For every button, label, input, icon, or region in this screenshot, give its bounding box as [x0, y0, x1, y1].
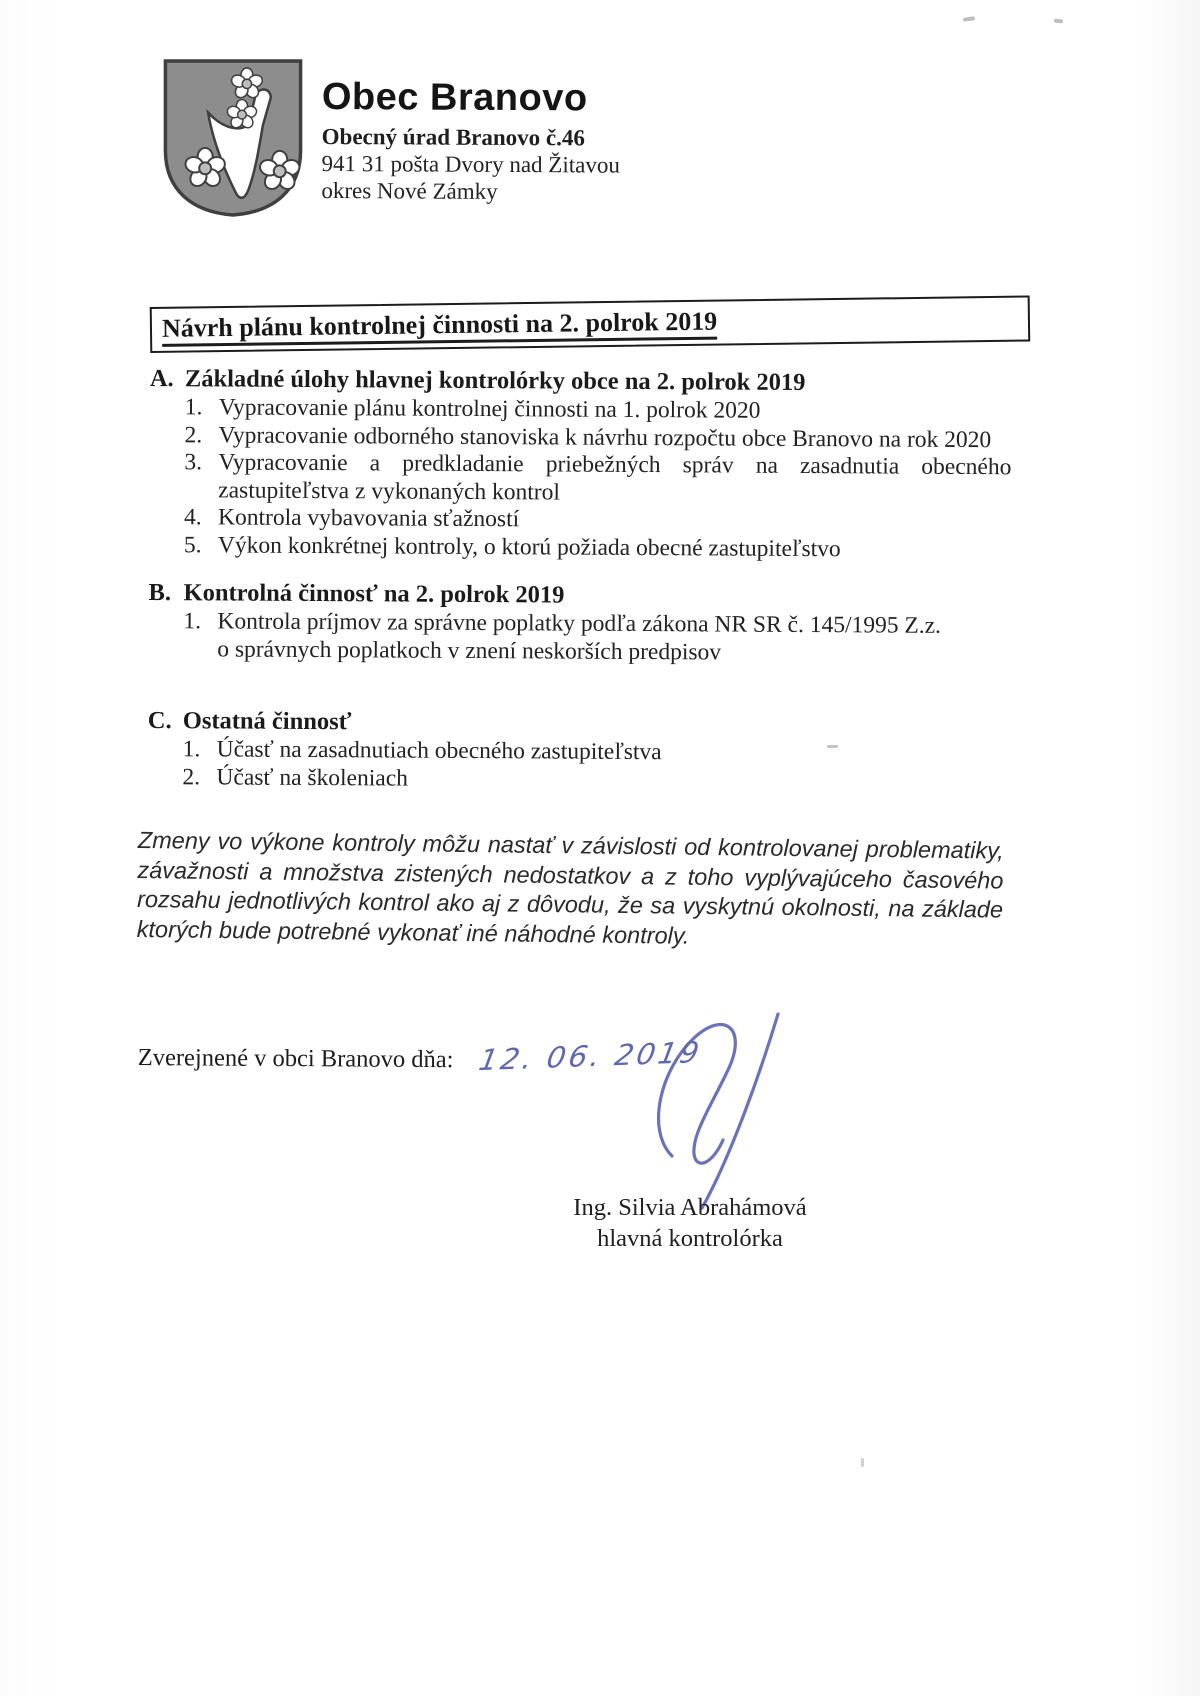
item-number: 1. [183, 608, 202, 635]
section-label: B. [148, 578, 172, 607]
item-number: 2. [184, 421, 203, 448]
org-name: Obec Branovo [321, 76, 588, 120]
item-line: zastupiteľstva z vykonaných kontrol [218, 476, 561, 506]
item-line: Účasť na školeniach [216, 763, 409, 792]
signatory-role: hlavná kontrolórka [597, 1225, 783, 1252]
item-number: 2. [182, 763, 201, 790]
item-text [218, 449, 1011, 509]
scan-speck [963, 16, 975, 22]
section-a [149, 364, 1012, 564]
item-line: Kontrola príjmov za správne poplatky podľa zákona NR SR č. 145/1995 Z.z. [217, 608, 942, 639]
letterhead [321, 76, 620, 206]
item-text [217, 608, 1010, 668]
section-label: C. [147, 706, 172, 735]
item-number: 1. [184, 394, 203, 421]
coat-of-arms-branovo-icon [158, 56, 308, 220]
item-line: Vypracovanie a predkladanie priebežných správ na zasadnutia obecného [218, 449, 1012, 481]
item-number: 4. [183, 504, 202, 531]
item-number: 5. [183, 531, 202, 558]
signature-ink-icon [642, 1008, 800, 1220]
section-title: Kontrolná činnosť na 2. polrok 2019 [183, 579, 565, 609]
item-number: 3. [184, 449, 203, 476]
item-line: o správnych poplatkoch v znení neskorších predpisov [217, 635, 722, 665]
office-line: Obecný úrad Branovo č.46 [321, 123, 585, 151]
address-line-1: 941 31 pošta Dvory nad Žitavou [321, 150, 620, 178]
published-label: Zverejnené v obci Branovo dňa: [137, 1043, 454, 1074]
section-title: Ostatná činnosť [182, 707, 352, 736]
item-line: Výkon konkrétnej kontroly, o ktorú požiada obecné zastupiteľstvo [217, 531, 841, 562]
list-item [148, 608, 1010, 668]
sections-container [147, 364, 1012, 796]
note-paragraph: Zmeny vo výkone kontroly môžu nastať v závislosti od kontrolovanej problematiky, závažnosti a množstva zistených nedostatkov a z toho vyplývajúceho časového rozsahu jednotlivých kontrol ako aj z dôvodu, že sa vyskytnú okolnosti, na základe ktorých bude potrebné vykonať iné náhodné kontroly. [136, 826, 1004, 949]
published-line [137, 1035, 705, 1078]
item-line: Kontrola vybavovania sťažností [217, 504, 520, 533]
item-line: Vypracovanie odborného stanoviska k návrhu rozpočtu obce Branovo na rok 2020 [218, 421, 992, 453]
signatory-name: Ing. Silvia Abrahámová [573, 1194, 807, 1221]
section-title: Základné úlohy hlavnej kontrolórky obce na 2. polrok 2019 [184, 365, 806, 397]
scan-speck [827, 745, 838, 748]
item-text [216, 764, 1009, 796]
address-line-2: okres Nové Zámky [321, 177, 498, 204]
section-b [148, 578, 1011, 668]
list-item [149, 449, 1011, 509]
item-number: 1. [182, 736, 201, 763]
list-item [147, 763, 1009, 796]
section-label: A. [149, 364, 174, 393]
item-line: Účasť na zasadnutiach obecného zastupiteľstva [216, 736, 662, 766]
handwritten-date: 12. 06. 2019 [476, 1035, 705, 1078]
item-text [218, 532, 1011, 564]
scan-speck [861, 1458, 864, 1467]
scan-speck [1054, 19, 1063, 24]
page-title: Návrh plánu kontrolnej činnosti na 2. polrok 2019 [162, 307, 718, 347]
item-line: Vypracovanie plánu kontrolnej činnosti na 1. polrok 2020 [218, 394, 761, 424]
signatory-block [535, 1192, 845, 1254]
title-box [150, 295, 1031, 353]
list-item [149, 531, 1011, 564]
section-c [147, 706, 1010, 796]
